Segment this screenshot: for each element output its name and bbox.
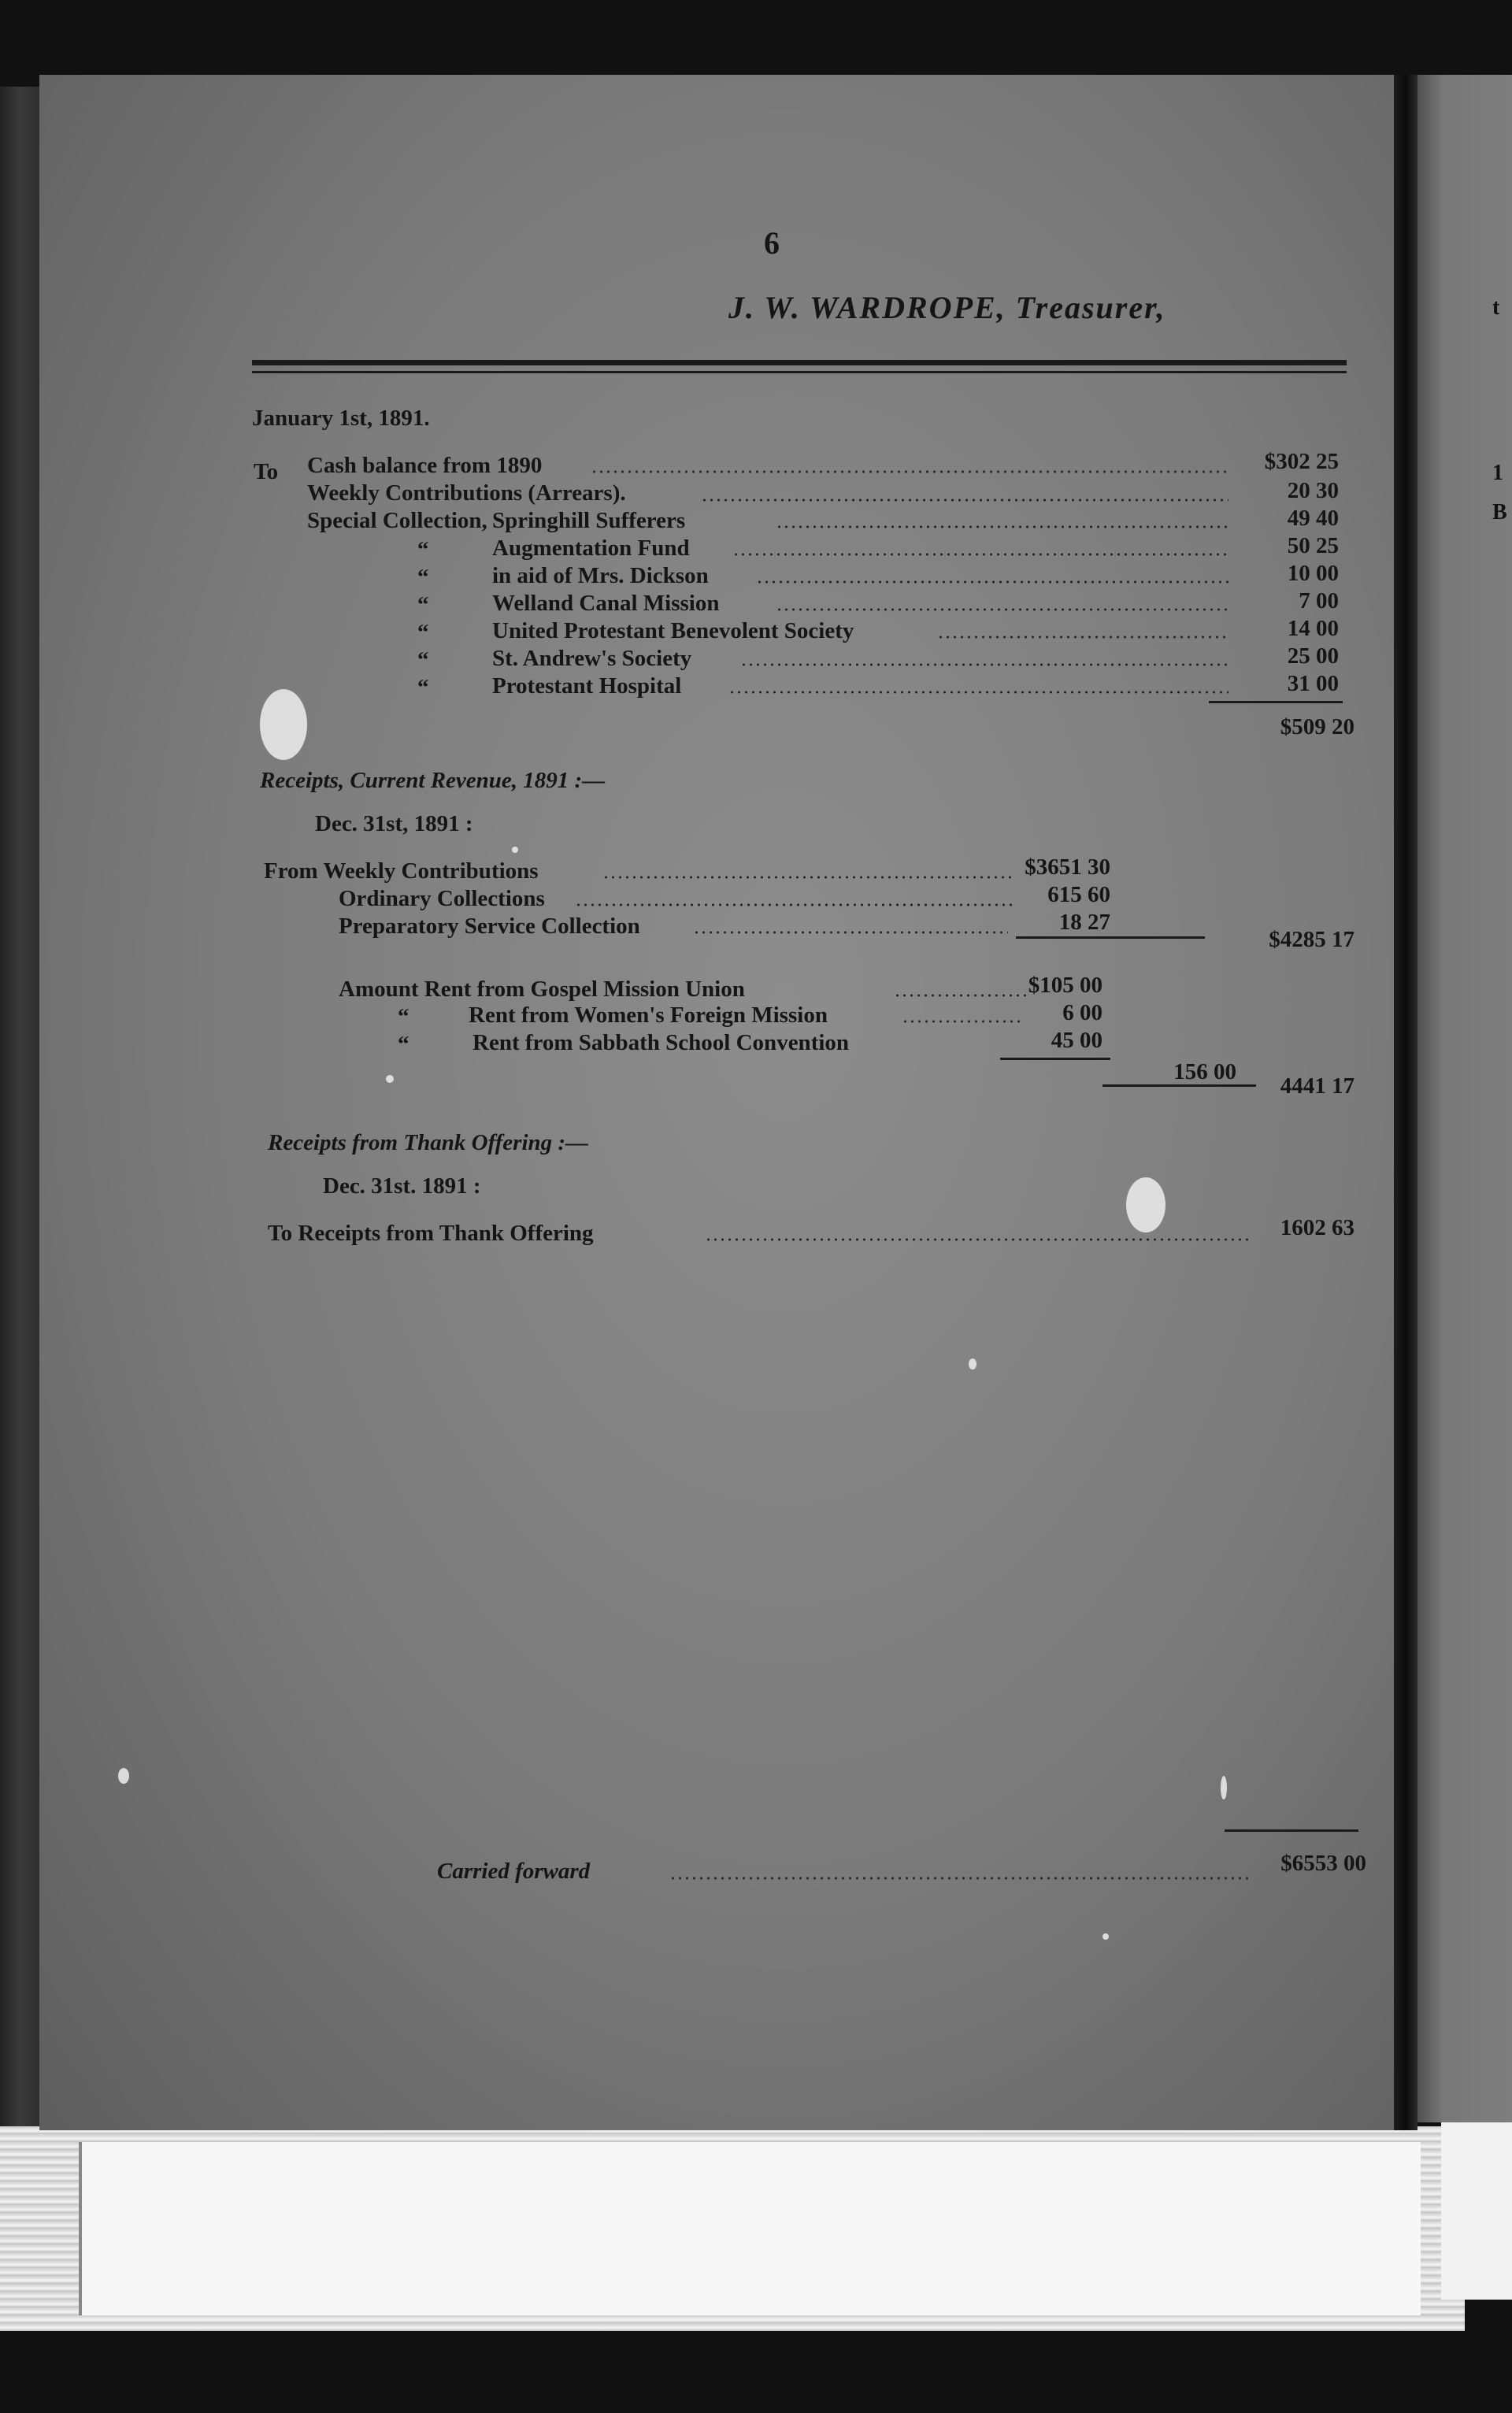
sum-rule (1016, 936, 1205, 939)
ditto-mark: “ (398, 1032, 410, 1057)
line-item-label: St. Andrew's Society (492, 646, 692, 671)
line-item-label: United Protestant Benevolent Society (492, 618, 854, 643)
opening-date: January 1st, 1891. (252, 406, 430, 431)
page-stack-front (79, 2142, 1421, 2315)
paper-blemish (1221, 1776, 1227, 1800)
leader-dots (669, 1877, 1252, 1880)
facing-page-fragment: t (1492, 295, 1500, 320)
line-item-amount: $3651 30 (1025, 854, 1110, 880)
line-item-amount: 6 00 (1062, 1000, 1102, 1025)
ditto-mark: “ (417, 620, 429, 645)
leader-dots (591, 470, 1228, 473)
header-rule (252, 360, 1347, 365)
paper-blemish (1102, 1933, 1109, 1940)
page-header: J. W. WARDROPE, Treasurer, (728, 290, 1166, 325)
line-item-amount: 45 00 (1051, 1028, 1102, 1053)
ditto-mark: “ (417, 537, 429, 562)
section-date: Dec. 31st. 1891 : (323, 1173, 481, 1199)
special-collection-label: Special Collection, (307, 508, 487, 533)
line-item-label: Welland Canal Mission (492, 591, 720, 616)
leader-dots (740, 663, 1228, 666)
leader-dots (776, 608, 1228, 611)
line-item-amount: $302 25 (1264, 449, 1339, 474)
leader-dots (701, 499, 1228, 502)
line-item-label: Protestant Hospital (492, 673, 682, 699)
ditto-mark: “ (417, 647, 429, 673)
ledger-page (39, 75, 1397, 2130)
current-revenue-total: 4441 17 (1280, 1073, 1354, 1099)
line-item-amount: 14 00 (1287, 616, 1339, 641)
section-heading: Receipts, Current Revenue, 1891 :— (260, 768, 606, 793)
paper-blemish (969, 1358, 976, 1370)
paper-blemish (386, 1075, 394, 1083)
section-date: Dec. 31st, 1891 : (315, 811, 473, 836)
line-item-label: Springhill Sufferers (492, 508, 686, 533)
line-item-label: Ordinary Collections (339, 886, 545, 911)
paper-blemish (512, 847, 518, 853)
line-item-amount: 31 00 (1287, 671, 1339, 696)
line-item-label: Augmentation Fund (492, 536, 690, 561)
line-item-amount: 50 25 (1287, 533, 1339, 558)
facing-page-fragment: B (1492, 500, 1507, 524)
line-item-label: Rent from Women's Foreign Mission (469, 1003, 828, 1028)
line-item-amount: 20 30 (1287, 478, 1339, 503)
leader-dots (776, 525, 1228, 528)
current-subtotal: $4285 17 (1269, 927, 1354, 952)
leader-dots (732, 553, 1228, 556)
right-page-stack (1441, 2095, 1512, 2300)
sum-rule (1209, 701, 1343, 703)
header-rule-thin (252, 371, 1347, 373)
ditto-mark: “ (417, 675, 429, 700)
carried-forward-label: Carried forward (437, 1859, 591, 1884)
line-item-amount: 1602 63 (1280, 1215, 1354, 1240)
line-item-label: From Weekly Contributions (264, 858, 539, 884)
book-gutter (1394, 75, 1418, 2130)
ditto-mark: “ (398, 1004, 410, 1029)
line-item-amount: 10 00 (1287, 561, 1339, 586)
line-item-amount: 25 00 (1287, 643, 1339, 669)
page-number: 6 (764, 225, 780, 261)
leader-dots (756, 580, 1228, 584)
ditto-mark: “ (417, 592, 429, 617)
line-item-label: Weekly Contributions (Arrears). (307, 480, 626, 506)
paper-blemish (118, 1768, 129, 1784)
line-item-amount: 49 40 (1287, 506, 1339, 531)
rent-total: 156 00 (1173, 1059, 1236, 1084)
line-item-amount: $105 00 (1028, 973, 1102, 998)
facing-page (1414, 75, 1512, 2122)
line-item-label: To Receipts from Thank Offering (268, 1221, 594, 1246)
line-item-label: Rent from Sabbath School Convention (472, 1030, 850, 1055)
carried-forward-amount: $6553 00 (1280, 1851, 1366, 1876)
line-item-amount: 18 27 (1058, 910, 1110, 935)
ditto-mark: “ (417, 565, 429, 590)
leader-dots (728, 691, 1228, 694)
section-heading: Receipts from Thank Offering :— (268, 1130, 589, 1155)
facing-page-fragment: 1 (1492, 461, 1503, 485)
line-item-amount: 615 60 (1047, 882, 1110, 907)
line-item-label: Preparatory Service Collection (339, 914, 640, 939)
opening-total: $509 20 (1280, 714, 1354, 739)
line-item-label: Amount Rent from Gospel Mission Union (339, 977, 745, 1002)
leader-dots (705, 1238, 1248, 1241)
paper-blemish (1126, 1177, 1166, 1232)
paper-blemish (260, 689, 307, 760)
sum-rule (1225, 1829, 1358, 1832)
line-item-label: in aid of Mrs. Dickson (492, 563, 709, 588)
line-item-amount: 7 00 (1299, 588, 1339, 613)
to-label: To (254, 459, 279, 484)
line-item-label: Cash balance from 1890 (307, 453, 543, 478)
